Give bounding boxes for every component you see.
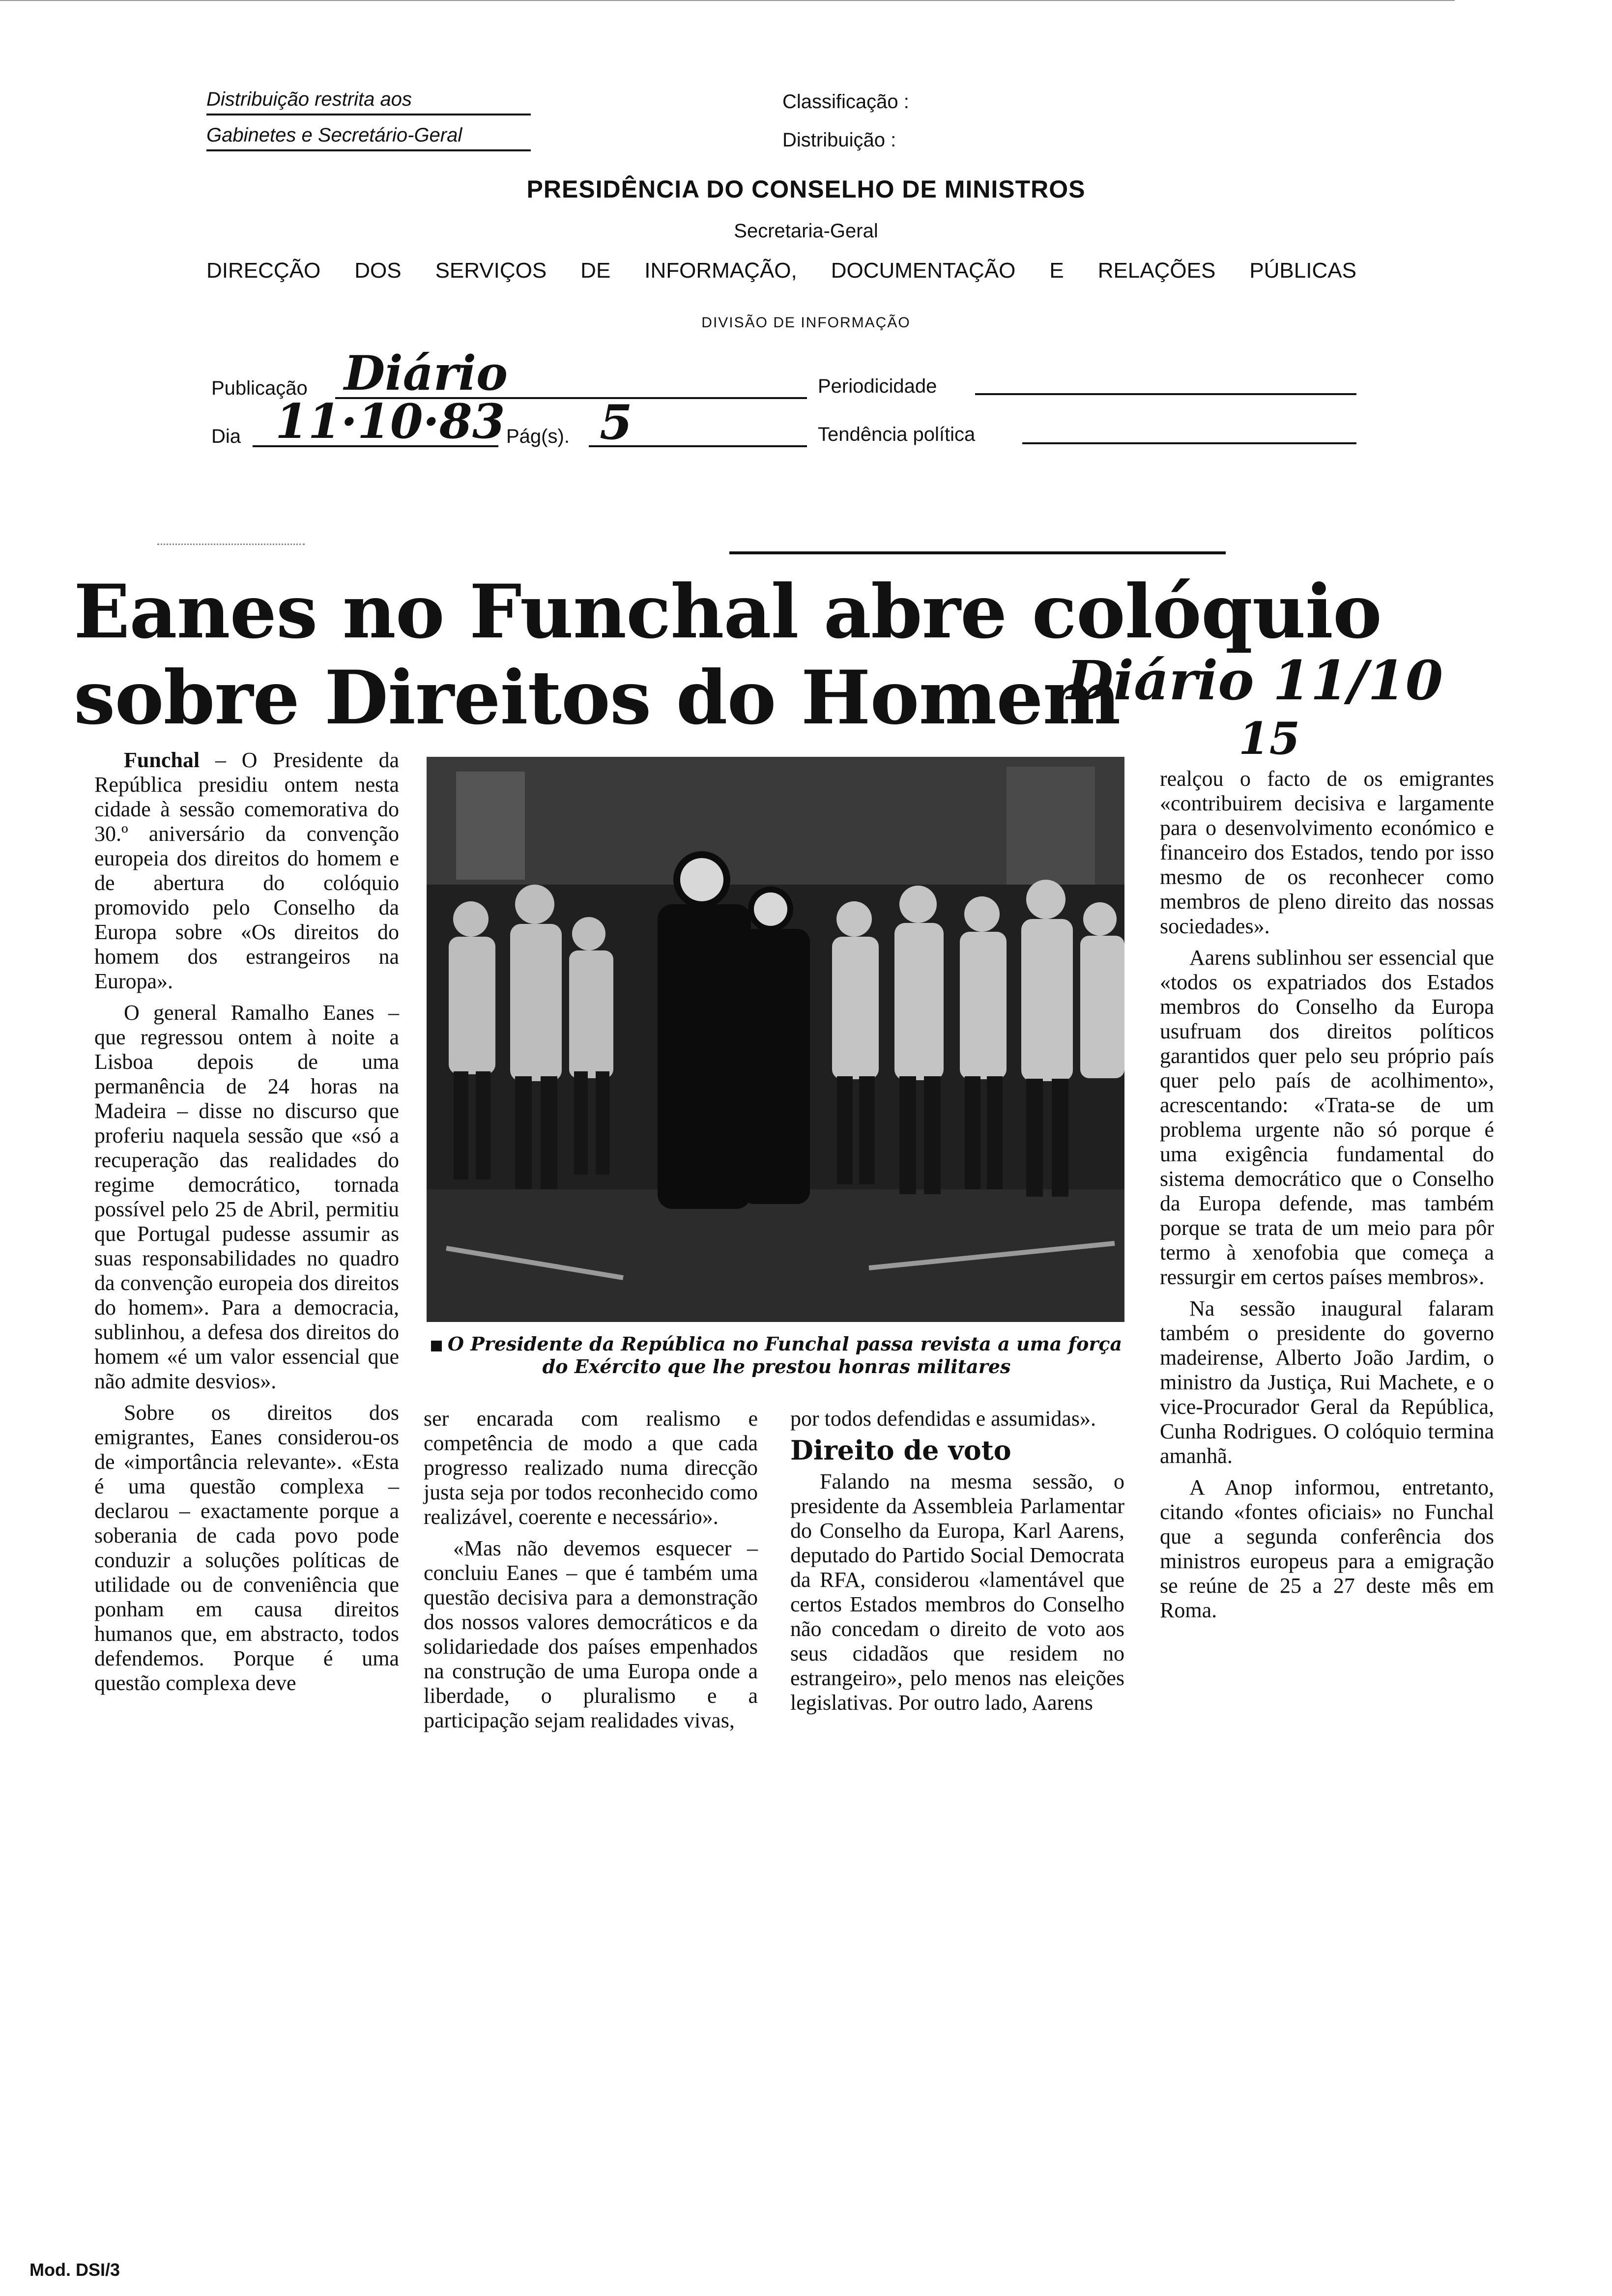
subheading-direito-de-voto: Direito de voto (790, 1435, 1011, 1466)
news-photo (427, 757, 1124, 1322)
clip-separator-right (729, 551, 1226, 554)
pags-handwritten: 5 (600, 395, 633, 450)
article-column-4 (1160, 767, 1494, 1630)
dia-label: Dia (211, 426, 241, 447)
headline-line-1: Eanes no Funchal abre colóquio (74, 569, 1382, 655)
col4-paragraph-2: Aarens sublinhou ser essencial que «todos os expatriados dos Estados membros do Conselho da Europa usufruam dos direitos políticos garantidos quer pelo seu próprio país quer pelo país de acolhimento», acrescentando: «Trata-se de um problema urgente não só porque é uma exigência fundamental do sistema democrático que o Conselho da Europa defende, mas também porque se trata de um meio para pôr termo à xenofobia que começa a ressurgir em certos países membros». (1160, 946, 1494, 1289)
col2-paragraph-2: «Mas não devemos esquecer – concluiu Eanes – que é também uma questão decisiva para a demonstração dos nossos valores democráticos e da solidariedade dos países empenhados na construção de uma Europa onde a liberdade, o pluralismo e a participação sejam realidades vivas, (424, 1536, 758, 1732)
direccao-word: DOS (354, 258, 402, 283)
classificacao-label: Classificação : (782, 91, 909, 113)
col4-paragraph-1: realçou o facto de os emigrantes «contribuirem decisiva e largamente para o desenvolvimento económico e financeiro dos Estados, tendo por isso mesmo de os reconhecer como membros de pleno direito das nossas sociedades». (1160, 767, 1494, 938)
clip-separator-left (157, 544, 305, 545)
direccao-word: PÚBLICAS (1249, 258, 1356, 283)
tendencia-label: Tendência política (818, 424, 976, 445)
dateline: Funchal (124, 748, 200, 772)
pags-label: Pág(s). (506, 426, 570, 447)
direccao-word: INFORMAÇÃO, (644, 258, 797, 283)
tendencia-line (1022, 442, 1356, 444)
direccao-line (206, 258, 1356, 283)
top-edge-line (0, 0, 1455, 1)
caption-text: O Presidente da República no Funchal passa revista a uma força do Exército que lhe prestou honras militares (447, 1333, 1123, 1378)
article-column-3 (790, 1406, 1124, 1722)
article-column-1 (94, 748, 399, 1702)
distribution-line-1: Distribuição restrita aos (206, 88, 531, 115)
col1-paragraph-3: Sobre os direitos dos emigrantes, Eanes considerou-os de «importância relevante». «Esta é uma questão complexa – declarou – exactamente porque a soberania de cada povo pode conduzir a soluções políticas de utilidade ou de conveniência que ponham em causa direitos humanos que, em abstracto, todos defendemos. Porque é uma questão complexa deve (94, 1401, 399, 1695)
photo-illustration (427, 757, 1124, 1322)
col4-paragraph-4: A Anop informou, entretanto, citando «fontes oficiais» no Funchal que a segunda conferência dos ministros europeus para a emigração se reúne de 25 a 27 deste mês em Roma. (1160, 1475, 1494, 1622)
handwritten-date: Diário 11/10 (1066, 649, 1443, 712)
distribution-line-2: Gabinetes e Secretário-Geral (206, 124, 531, 151)
publicacao-label: Publicação (211, 377, 308, 399)
direccao-word: DOCUMENTAÇÃO (831, 258, 1016, 283)
ministry-title: PRESIDÊNCIA DO CONSELHO DE MINISTROS (526, 175, 1086, 203)
headline-line-2: sobre Direitos do Homem (74, 655, 1121, 741)
col1-paragraph-1: – O Presidente da República presidiu ontem nesta cidade à sessão comemorativa do 30.º aniversário da convenção europeia dos direitos do homem e de abertura do colóquio promovido pelo Conselho da Europa sobre «Os direitos do homem dos estrangeiros na Europa». (94, 748, 399, 993)
secretaria-geral: Secretaria-Geral (734, 220, 878, 242)
col4-paragraph-3: Na sessão inaugural falaram também o presidente do governo madeirense, Alberto João Jardim, o ministro da Justiça, Rui Machete, e o vice-Procurador Geral da República, Cunha Rodrigues. O colóquio termina amanhã. (1160, 1296, 1494, 1468)
direccao-word: E (1049, 258, 1064, 283)
direccao-word: DIRECÇÃO (206, 258, 321, 283)
photo-caption (423, 1333, 1130, 1378)
classification-block (782, 83, 909, 159)
direccao-word: SERVIÇOS (435, 258, 547, 283)
article-column-2 (424, 1406, 758, 1740)
caption-bullet (431, 1341, 442, 1351)
col1-paragraph-2: O general Ramalho Eanes – que regressou ontem à noite a Lisboa depois de uma permanência de 24 horas na Madeira – disse no discurso que proferiu naquela sessão que «só a recuperação das realidades do regime democrático, tornada possível pelo 25 de Abril, permitiu que Portugal pudesse assumir as suas responsabilidades no quadro da convenção europeia dos direitos do homem». Para a democracia, sublinhou, a defesa dos direitos do homem «é um valor essencial que não admite desvios». (94, 1001, 399, 1393)
col2-paragraph-1: ser encarada com realismo e competência de modo a que cada progresso realizado numa direcção justa seja por todos reconhecido como realizável, coerente e necessário». (424, 1406, 758, 1529)
handwritten-page: 15 (1238, 713, 1300, 765)
distribuicao-label: Distribuição : (782, 129, 896, 151)
publicacao-handwritten: Diário (344, 345, 508, 401)
col3-paragraph-2: Falando na mesma sessão, o presidente da Assembleia Parlamentar do Conselho da Europa, Karl Aarens, deputado do Partido Social Democrata da RFA, considerou «lamentável que certos Estados membros do Conselho não concedam o direito de voto aos seus cidadãos que residem no estrangeiro», pelo menos nas eleições legislativas. Por outro lado, Aarens (790, 1469, 1124, 1715)
periodicidade-line (975, 393, 1356, 395)
dia-handwritten: 11·10·83 (275, 394, 505, 449)
direccao-word: DE (580, 258, 611, 283)
periodicidade-label: Periodicidade (818, 375, 937, 397)
direccao-word: RELAÇÕES (1097, 258, 1216, 283)
restricted-distribution (206, 88, 531, 160)
form-model-code: Mod. DSI/3 (29, 2260, 120, 2280)
divisao-label: DIVISÃO DE INFORMAÇÃO (701, 315, 911, 331)
col3-paragraph-1: por todos defendidas e assumidas». (790, 1406, 1096, 1431)
